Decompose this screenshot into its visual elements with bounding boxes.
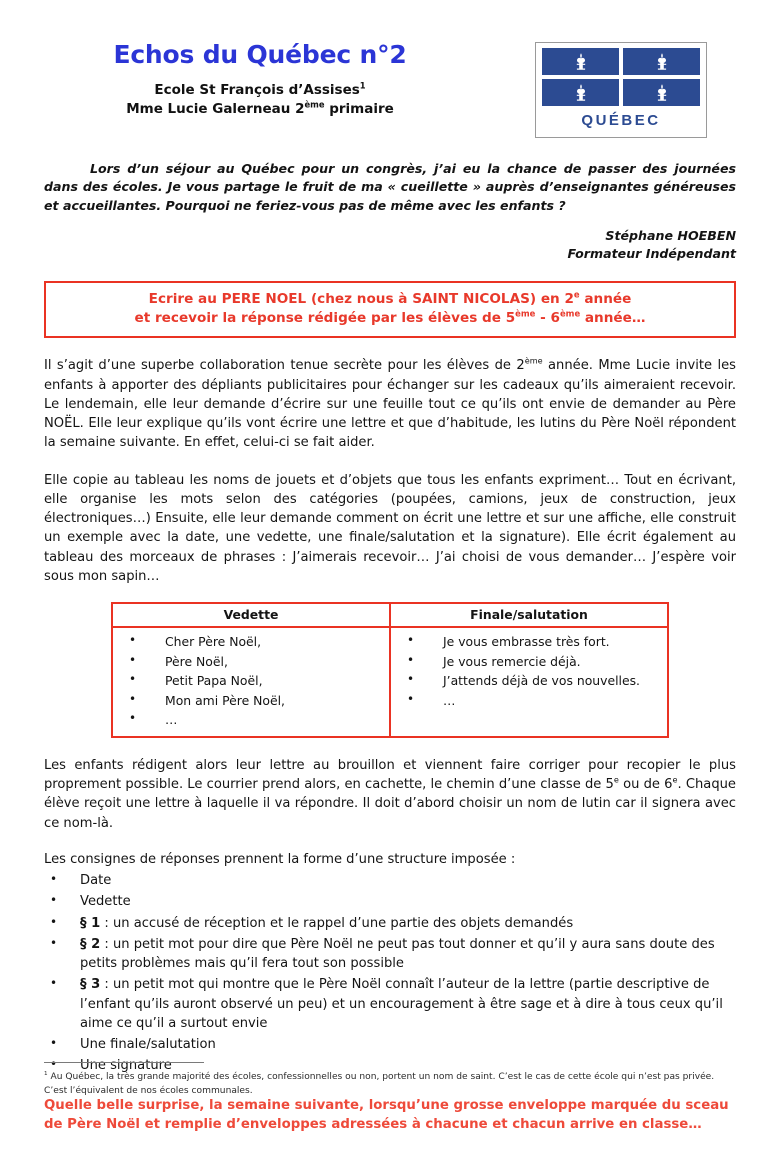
list-item: • Mon ami Père Noël,: [119, 691, 383, 711]
list-item: [44, 1033, 736, 1054]
footnote-separator: [44, 1062, 204, 1063]
list-item-label: § 1: [80, 915, 101, 931]
author-signature: [44, 215, 736, 263]
page-title: Echos du Québec n°2: [113, 40, 407, 69]
structure-lead-in: Les consignes de réponses prennent la forme d’une structure imposée :: [44, 851, 516, 867]
table-row: [112, 627, 668, 737]
school-footnote-marker: 1: [359, 80, 366, 91]
body-paragraph-1-tail: année. Mme Lucie invite les enfants à apporter des dépliants publicitaires pour échanger sur les cadeaux qu’ils aimeraient recevoir. Le lendemain, elle leur demande d’écrire sur une feuille tout ce qu’ils ont envie de demander au Père NOËL. Elle leur explique qu’ils vont écrire une lettre et que d’habitude, les lutins du Père Noël répondent la semaine suivante. En effet, celui-ci se fait aider.: [44, 358, 736, 451]
author-role: Formateur Indépendant: [567, 246, 736, 261]
table-cell-vedette: [112, 627, 390, 737]
footnote: [44, 1070, 736, 1098]
vedette-table: [111, 602, 669, 738]
list-item: • Petit Papa Noël,: [119, 671, 383, 691]
list-item-text: Une finale/salutation: [80, 1037, 216, 1053]
callout-line-1-tail: année: [579, 290, 632, 307]
table-header-vedette: Vedette: [112, 603, 390, 627]
list-item-label: § 2: [80, 936, 101, 952]
list-item: • Je vous remercie déjà.: [397, 652, 661, 672]
table-header-row: [112, 603, 668, 627]
school-name: Ecole St François d’Assises: [154, 82, 360, 98]
grade-level: primaire: [324, 100, 394, 117]
callout-line-2-text: et recevoir la réponse rédigée par les élèves de 5: [134, 310, 516, 327]
quebec-wordmark: QUÉBEC: [581, 112, 661, 129]
list-item: • …: [397, 691, 661, 711]
footnote-body: Au Québec, la très grande majorité des écoles, confessionnelles ou non, portent un nom de saint. C’est le cas de cette école qui n’est pas privée. C’est l’équivalent de nos écoles communales.: [44, 1072, 715, 1097]
table-cell-finale: [390, 627, 668, 737]
list-item: [44, 933, 736, 973]
closing-paragraph: Quelle belle surprise, la semaine suivante, lorsqu’une grosse enveloppe marquée du sceau de Père Noël et remplie d’enveloppes adressées à chacune et chacun arrive en classe…: [44, 1097, 729, 1132]
list-item: • Cher Père Noël,: [119, 632, 383, 652]
body-paragraph-2: Elle copie au tableau les noms de jouets et d’objets que tous les enfants expriment… Tout en écrivant, elle organise les mots selon des catégories (poupées, camions, jeux de construction, jeux électroniques…) Ensuite, elle leur demande comment on écrit une lettre et sur une affiche, elle construit un exemple avec la date, une vedette, une finale/salutation et la signature). Elle écrit également au tableau des morceaux de phrases : J’aimerais recevoir… J’ai choisi de vous demander… J’espère voir sous mon sapin…: [44, 472, 736, 584]
callout-ordinal-2: ème: [515, 308, 536, 319]
table-header-finale: Finale/salutation: [390, 603, 668, 627]
footnote-marker: 1: [44, 1070, 48, 1077]
document-content: [44, 0, 736, 1134]
body-paragraph-3-tail: . Chaque élève reçoit une lettre à laquelle il va répondre. Il doit d’abord choisir un nom de lutin car il signera avec ce nom-là.: [44, 777, 736, 831]
list-item-label: § 3: [80, 977, 101, 993]
list-item-text: : un petit mot pour dire que Père Noël ne peut pas tout donner et qu’il y aura sans doute des petits problèmes mais qu’il fera tout son possible: [80, 936, 715, 972]
callout-box: [44, 281, 736, 339]
body-paragraph-3: [44, 738, 736, 833]
list-item: [44, 890, 736, 911]
callout-line-1: [54, 290, 726, 309]
callout-ordinal-1: e: [573, 289, 580, 300]
list-item: • Je vous embrasse très fort.: [397, 632, 661, 652]
body-ordinal-2: e: [613, 774, 619, 785]
callout-ordinal-3: ème: [559, 308, 581, 319]
body-ordinal-1: ème: [524, 356, 543, 367]
list-item: • J’attends déjà de vos nouvelles.: [397, 671, 661, 691]
intro-paragraph: Lors d’un séjour au Québec pour un congrès, j’ai eu la chance de passer des journées dans des écoles. Je vous partage le fruit de ma « cueillette » auprès d’enseignantes généreuses et accueillantes. Pourquoi ne feriez-vous pas de même avec les enfants ?: [44, 161, 736, 213]
vedette-list: [119, 632, 383, 730]
list-item: [44, 912, 736, 933]
structure-list: [44, 869, 736, 1075]
vedette-table-wrapper: [44, 586, 736, 738]
list-item-text: : un petit mot qui montre que le Père Noël connaît l’auteur de la lettre (partie descriptive de l’enfant qu’ils auront observé un peu) et un encouragement à être sage et à dire à tous ceux qu’il aime ce qu’il a surtout envie: [80, 977, 723, 1031]
body-ordinal-3: e: [672, 774, 678, 785]
body-paragraph-1: [44, 338, 736, 452]
teacher-name: Mme Lucie Galerneau 2: [126, 100, 305, 117]
body-paragraph-3-mid: ou de 6: [618, 777, 673, 793]
list-item-text: Vedette: [80, 894, 131, 910]
list-item: [44, 869, 736, 890]
list-item-text: Date: [80, 873, 112, 889]
body-paragraph-3-head: Les enfants rédigent alors leur lettre au brouillon et viennent faire corriger pour recopier le plus proprement possible. Le courrier prend alors, en cachette, le chemin d’une classe de 5: [44, 758, 736, 793]
finale-list: [397, 632, 661, 710]
list-item-text: : un accusé de réception et le rappel d’une partie des objets demandés: [100, 915, 574, 931]
callout-line-2: [54, 309, 726, 328]
callout-line-2-mid: - 6: [535, 310, 560, 327]
body-paragraph-1-head: Il s’agit d’une superbe collaboration tenue secrète pour les élèves de 2: [44, 358, 525, 374]
callout-line-1-text: Ecrire au PERE NOEL (chez nous à SAINT NICOLAS) en 2: [148, 290, 574, 307]
list-item: [44, 973, 736, 1033]
author-name: Stéphane HOEBEN: [605, 228, 736, 244]
list-item: • …: [119, 710, 383, 730]
grade-ordinal-suffix: ème: [304, 99, 325, 110]
footnote-area: [44, 1062, 736, 1098]
callout-line-2-tail: année…: [580, 310, 646, 327]
list-item: • Père Noël,: [119, 652, 383, 672]
list-item-text: Une signature: [80, 1058, 172, 1074]
